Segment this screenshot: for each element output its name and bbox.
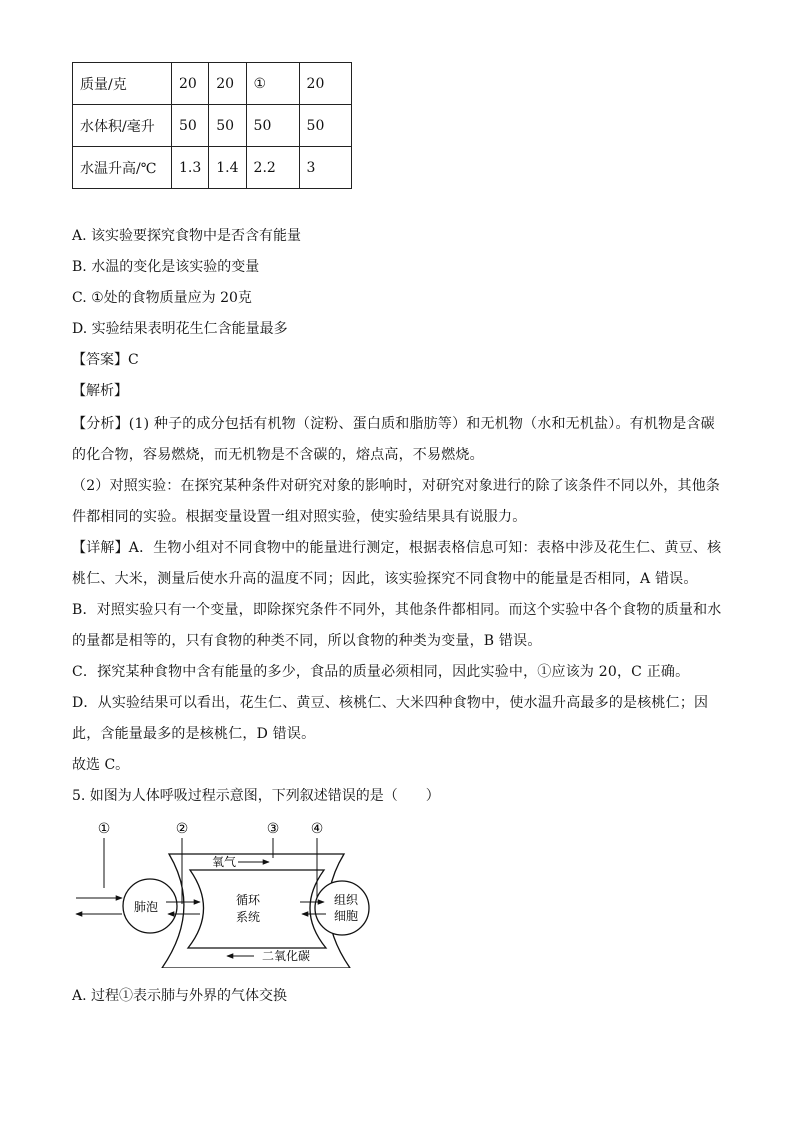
- circulatory-label-line1: 循环: [235, 893, 261, 907]
- co2-label: 二氧化碳: [262, 949, 311, 963]
- table-cell: ①: [246, 63, 299, 105]
- detail-line: 【详解】A．生物小组对不同食物中的能量进行测定，根据表格信息可知：表格中涉及花生仁、黄豆、核: [72, 540, 722, 556]
- analysis-line: 【分析】(1) 种子的成分包括有机物（淀粉、蛋白质和脂肪等）和无机物（水和无机盐）。有机物是含碳: [72, 416, 715, 432]
- table-cell: 20: [172, 63, 209, 105]
- detail-line: B．对照实验只有一个变量，即除探究条件不同外，其他条件都相同。而这个实验中各个食物的质量和水: [72, 602, 722, 618]
- table-cell: 50: [299, 105, 351, 147]
- alveoli-label: 肺泡: [133, 900, 159, 914]
- table-row: [73, 147, 352, 189]
- question-5: 5. 如图为人体呼吸过程示意图，下列叙述错误的是（ ）: [72, 788, 440, 804]
- table-cell: 3: [299, 147, 351, 189]
- analysis-line: 的化合物，容易燃烧，而无机物是不含碳的，熔点高，不易燃烧。: [72, 447, 484, 463]
- table-cell: 1.3: [172, 147, 209, 189]
- table-cell: 20: [209, 63, 246, 105]
- table-cell: 50: [172, 105, 209, 147]
- answer-line: 【答案】C: [72, 352, 139, 368]
- analysis-line: 件都相同的实验。根据变量设置一组对照实验，使实验结果具有说服力。: [72, 509, 527, 525]
- table-cell: 2.2: [246, 147, 299, 189]
- circulatory-label-line2: 系统: [235, 910, 261, 924]
- marker-4: ④: [310, 821, 324, 837]
- option-d: D. 实验结果表明花生仁含能量最多: [72, 321, 288, 337]
- analysis-header: 【解析】: [72, 383, 128, 399]
- tissue-label-line1: 组织: [333, 893, 359, 907]
- tissue-cells-circle: [315, 881, 369, 935]
- table-row: [73, 105, 352, 147]
- detail-line: 此，含能量最多的是核桃仁，D 错误。: [72, 726, 316, 742]
- option-c: C. ①处的食物质量应为 20克: [72, 290, 252, 306]
- table-row: [73, 63, 352, 105]
- detail-line: 的量都是相等的，只有食物的种类不同，所以食物的种类为变量，B 错误。: [72, 633, 542, 649]
- row-header: 质量/克: [73, 63, 172, 105]
- row-header: 水温升高/℃: [73, 147, 172, 189]
- detail-line: D．从实验结果可以看出，花生仁、黄豆、核桃仁、大米四种食物中，使水温升高最多的是核桃仁；因: [72, 695, 709, 711]
- circulatory-system-box: [188, 870, 326, 948]
- tissue-label-line2: 细胞: [333, 909, 359, 923]
- table-cell: 20: [299, 63, 351, 105]
- table-cell: 50: [209, 105, 246, 147]
- option-b: B. 水温的变化是该实验的变量: [72, 259, 260, 275]
- analysis-line: （2）对照实验：在探究某种条件对研究对象的影响时，对研究对象进行的除了该条件不同以外，其他条: [72, 478, 721, 494]
- detail-line: 桃仁、大米，测量后使水升高的温度不同；因此，该实验探究不同食物中的能量是否相同，A 错误。: [72, 571, 698, 587]
- table-cell: 1.4: [209, 147, 246, 189]
- detail-line: C．探究某种食物中含有能量的多少，食品的质量必须相同，因此实验中，①应该为 20，C 正确。: [72, 664, 690, 680]
- row-header: 水体积/毫升: [73, 105, 172, 147]
- food-energy-table: [72, 62, 352, 189]
- respiration-diagram: [72, 818, 392, 968]
- marker-2: ②: [175, 821, 189, 837]
- question5-option-a: A. 过程①表示肺与外界的气体交换: [72, 988, 288, 1004]
- marker-1: ①: [97, 821, 111, 837]
- conclusion-line: 故选 C。: [72, 757, 130, 773]
- marker-3: ③: [266, 821, 280, 837]
- option-a: A. 该实验要探究食物中是否含有能量: [72, 228, 302, 244]
- oxygen-label: 氧气: [212, 855, 237, 869]
- table-cell: 50: [246, 105, 299, 147]
